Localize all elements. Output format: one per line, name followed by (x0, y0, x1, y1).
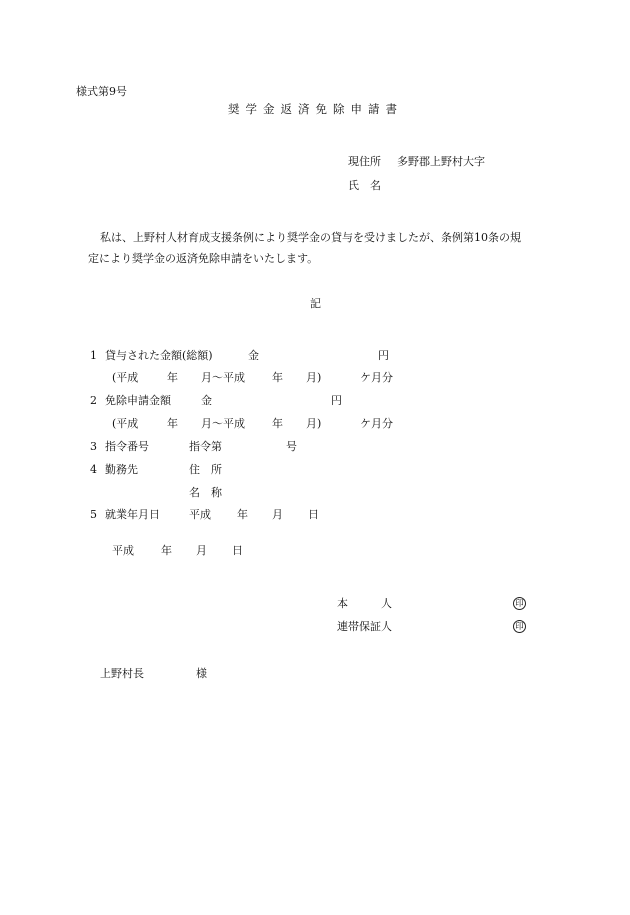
self-seal-mark: 印 (513, 597, 526, 610)
addressee-honorific: 様 (196, 667, 207, 680)
item3-prefix: 指令第 (189, 440, 222, 453)
address-label: 現住所 (348, 155, 381, 168)
item1-period-year2: 年 (272, 371, 283, 384)
item3-label: 指令番号 (105, 440, 149, 453)
item2-kin: 金 (201, 394, 212, 407)
item4-number: 4 (90, 463, 97, 476)
item1-months: ケ月分 (360, 371, 393, 384)
date-era: 平成 (112, 544, 134, 557)
item5-label: 就業年月日 (105, 508, 160, 521)
item2-yen: 円 (331, 394, 342, 407)
form-number: 様式第9号 (76, 85, 127, 98)
body-line-2: 定により奨学金の返済免除申請をいたします。 (88, 252, 319, 265)
guarantor-seal-mark: 印 (513, 620, 526, 633)
item5-month: 月 (272, 508, 283, 521)
document-title: 奨学金返済免除申請書 (228, 102, 403, 116)
item2-months: ケ月分 (360, 417, 393, 430)
item4-label: 勤務先 (105, 463, 138, 476)
addressee-name: 上野村長 (100, 667, 144, 680)
guarantor-label: 連帯保証人 (337, 620, 392, 633)
item1-kin: 金 (248, 349, 259, 362)
item3-suffix: 号 (286, 440, 297, 453)
item2-period-year: 年 (167, 417, 178, 430)
item4-name-label: 名 称 (189, 486, 222, 499)
body-line-1: 私は、上野村人材育成支援条例により奨学金の貸与を受けましたが、条例第10条の規 (100, 231, 521, 244)
item1-period-close: 月) (306, 371, 322, 384)
item1-number: 1 (90, 349, 97, 362)
item5-day: 日 (308, 508, 319, 521)
ki-heading: 記 (310, 297, 321, 310)
address-value: 多野郡上野村大字 (397, 155, 485, 168)
item2-period-open: (平成 (112, 417, 139, 430)
item2-period-close: 月) (306, 417, 322, 430)
name-label: 氏 名 (348, 179, 381, 192)
date-year: 年 (161, 544, 172, 557)
item5-era: 平成 (189, 508, 211, 521)
date-month: 月 (196, 544, 207, 557)
item5-number: 5 (90, 508, 97, 521)
item1-label: 貸与された金額(総額) (105, 349, 213, 362)
item1-period-range: 月〜平成 (201, 371, 245, 384)
item2-number: 2 (90, 394, 97, 407)
item4-address-label: 住 所 (189, 463, 222, 476)
item2-label: 免除申請金額 (105, 394, 171, 407)
item2-period-range: 月〜平成 (201, 417, 245, 430)
item1-yen: 円 (378, 349, 389, 362)
date-day: 日 (232, 544, 243, 557)
item2-period-year2: 年 (272, 417, 283, 430)
item5-year: 年 (237, 508, 248, 521)
self-label: 本 人 (337, 597, 392, 610)
item1-period-open: (平成 (112, 371, 139, 384)
item3-number: 3 (90, 440, 97, 453)
item1-period-year: 年 (167, 371, 178, 384)
